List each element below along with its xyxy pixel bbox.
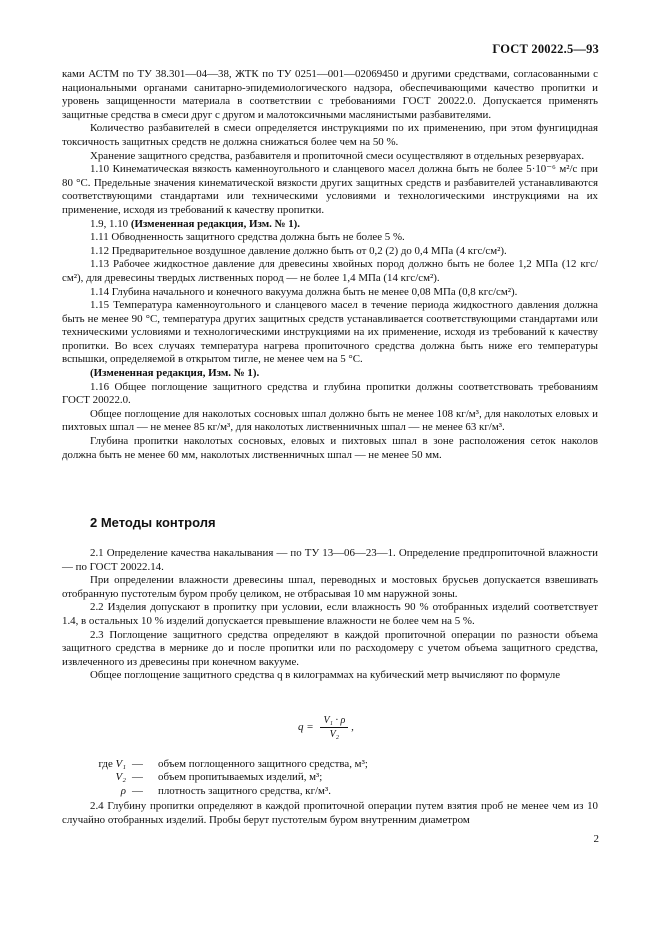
legend-var: V₁	[115, 758, 126, 770]
legend-desc: объем пропитываемых изделий, м³;	[158, 771, 323, 784]
paragraph: 1.10 Кинематическая вязкость каменноугольного и сланцевого масел должна быть не более 5·10⁻⁶ м²/с при 80 °С. Предельные значения кинематической вязкости других защитных средств и разбавителей устанавливаются соответствующими стандартами или техническими условиями и технологическими инструкциями на их применение, исходя из требований к качеству пропитки.	[62, 163, 598, 216]
formula-denominator: V₂	[329, 729, 340, 740]
legend-symbol: ρ	[120, 784, 126, 797]
section2-body	[62, 547, 598, 683]
amendment-prefix: 1.9, 1.10	[90, 217, 129, 230]
paragraph: 2.1 Определение качества накалывания — по ТУ 13—06—23—1. Определение предпропиточной влажности — по ГОСТ 20022.14.	[62, 547, 598, 573]
legend-dash: —	[132, 771, 143, 784]
paragraph: 1.13 Рабочее жидкостное давление для древесины хвойных пород должно быть не более 1,2 МПа (12 кгс/см²), для древесины твердых лиственных пород — не более 1,4 МПа (14 кгс/см²).	[62, 258, 598, 284]
legend-row	[78, 758, 368, 771]
section2-body-cont	[62, 800, 598, 827]
legend-desc: плотность защитного средства, кг/м³.	[158, 784, 331, 797]
page-number: 2	[593, 833, 599, 845]
paragraph: При определении влажности древесины шпал, переводных и мостовых брусьев допускается взвешивать отобранную пустотелым буром пробу целиком, не отбрасывая 10 мм наружной зоны.	[62, 574, 598, 600]
paragraph: 2.3 Поглощение защитного средства определяют в каждой пропиточной операции по разности объема защитного средства в мернике до и после пропитки или по расходомеру с учетом объема защитного средства, извлеченного из древесины при конечном вакууме.	[62, 628, 598, 668]
paragraph: 2.2 Изделия допускают в пропитку при условии, если влажность 90 % отобранных изделий соответствует 1.4, в остальных 10 % изделий допускается превышение влажности не более чем на 5 %.	[62, 601, 598, 627]
document-header: ГОСТ 20022.5—93	[492, 42, 599, 56]
formula-tail: ,	[351, 721, 354, 734]
paragraph: 1.15 Температура каменноугольного и сланцевого масел в течение периода жидкостного давления должна быть не менее 90 °С, температура других защитных средств устанавливается соответствующими стандартами или техническими условиями и технологическими инструкциями на их применение, исходя из требований к качеству пропитки. Во всех случаях температура нагрева пропиточного средства должна быть ниже его температуры вспышки, определяемой в открытом тигле, не менее чем на 5 °С.	[62, 299, 598, 366]
formula-fraction	[320, 715, 348, 740]
section-heading: 2 Методы контроля	[90, 515, 216, 530]
legend-symbol	[78, 758, 132, 771]
paragraph: 1.16 Общее поглощение защитного средства и глубина пропитки должны соответствовать требованиям ГОСТ 20022.0.	[62, 380, 598, 407]
paragraph: Общее поглощение для наколотых сосновых шпал должно быть не менее 108 кг/м³, для наколотых еловых и пихтовых шпал — не менее 85 кг/м³, для наколотых лиственничных шпал — не менее 63 кг/м³.	[62, 407, 598, 434]
variable-legend	[78, 758, 368, 798]
legend-row	[78, 785, 368, 798]
legend-row	[78, 771, 368, 784]
paragraph: 1.11 Обводненность защитного средства должна быть не более 5 %.	[90, 231, 405, 244]
amendment-note	[62, 218, 598, 232]
paragraph: 2.4 Глубину пропитки определяют в каждой пропиточной операции путем взятия проб не менее чем из 10 случайно отобранных изделий. Пробы берут пустотелым буром внутренним диаметром	[62, 800, 598, 826]
paragraph: Глубина пропитки наколотых сосновых, еловых и пихтовых шпал в зоне расположения сеток наколов должна быть не менее 60 мм, наколотых лиственничных шпал — не менее 50 мм.	[62, 435, 598, 461]
paragraph: 1.14 Глубина начального и конечного вакуума должна быть не менее 0,08 МПа (0,8 кгс/см²).	[90, 285, 518, 298]
legend-desc: объем поглощенного защитного средства, м³;	[158, 758, 368, 770]
legend-symbol: V₂	[115, 771, 126, 784]
legend-dash: —	[132, 784, 143, 797]
paragraph: Количество разбавителей в смеси определяется инструкциями по их применению, при этом фунгицидная токсичность защитных средств не должна снижаться более чем на 50 %.	[62, 122, 598, 148]
paragraph: Общее поглощение защитного средства q в килограммах на кубический метр вычисляют по формуле	[90, 669, 561, 682]
amendment-label: (Измененная редакция, Изм. № 1).	[130, 217, 301, 230]
paragraph: Хранение защитного средства, разбавителя и пропиточной смеси осуществляют в отдельных резервуарах.	[90, 149, 585, 162]
formula-lhs: q =	[298, 721, 314, 734]
legend-lead: где	[98, 758, 113, 770]
formula-numerator: V₁ · ρ	[320, 715, 348, 728]
amendment-note: (Измененная редакция, Изм. № 1).	[90, 367, 260, 380]
paragraph: 1.12 Предварительное воздушное давление должно быть от 0,2 (2) до 0,4 МПа (4 кгс/см²).	[90, 244, 507, 257]
paragraph: ками АСТМ по ТУ 38.301—04—38, ЖТК по ТУ 0251—001—02069450 и другими средствами, согласованными с национальными органами санитарно-эпидемиологического надзора, обеспечивающими качество пропитки и уровень защищенности материала в соответствии с требованиями ГОСТ 20022.0. Допускается применять защитные средства в смеси друг с другом и малотоксичными маслянистыми разбавителями.	[62, 68, 598, 121]
section1-continuation	[62, 68, 598, 462]
formula	[298, 715, 354, 740]
legend-dash: —	[132, 758, 143, 770]
